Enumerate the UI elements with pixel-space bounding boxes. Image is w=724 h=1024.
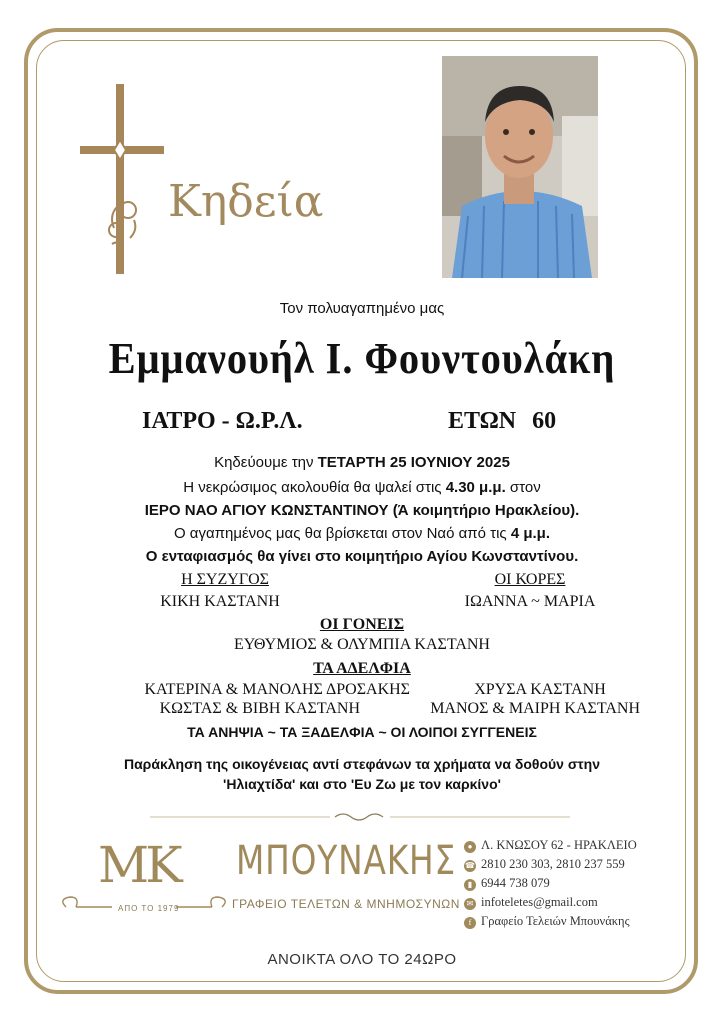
facebook [464,914,630,929]
portrait-photo [442,56,598,278]
mobile [464,876,550,891]
parents-heading: ΟΙ ΓΟΝΕΙΣ [319,616,405,633]
sibling-entry: ΚΩΣΤΑΣ & ΒΙΒΗ ΚΑΣΤΑΝΗ [159,700,360,717]
sibling-entry: ΜΑΝΟΣ & ΜΑΙΡΗ ΚΑΣΤΑΝΗ [430,700,640,717]
service-prefix: Η νεκρώσιμος ακολουθία θα ψαλεί στις [183,479,442,496]
intro-text: Τον πολυαγαπημένο μας [279,300,445,317]
phones [464,857,625,872]
other-relatives: ΤΑ ΑΝΗΨΙΑ ~ ΤΑ ΞΑΔΕΛΦΙΑ ~ ΟΙ ΛΟΙΠΟΙ ΣΥΓΓΕΝΕΙΣ [187,724,537,740]
church-presence-line [0,525,724,542]
family-request-line1: Παράκληση της οικογένειας αντί στεφάνων τα χρήματα να δοθούν στην [123,756,601,772]
brand-subtitle: ΓΡΑΦΕΙΟ ΤΕΛΕΤΩΝ & ΜΝΗΜΟΣΥΝΩΝ [232,897,460,911]
profession: ΙΑΤΡΟ - Ω.Ρ.Λ. [142,408,303,434]
brand-name: ΜΠΟΥΝΑΚΗΣ [236,838,457,884]
spouse-heading: Η ΣΥΖΥΓΟΣ [181,571,269,588]
sibling-entry: ΚΑΤΕΡΙΝΑ & ΜΑΝΟΛΗΣ ΔΡΟΣΑΚΗΣ [144,681,410,698]
service-time-line [0,479,724,496]
open-hours: ΑΝΟΙΚΤΑ ΟΛΟ ΤΟ 24ΩΡΟ [267,951,457,968]
logo-since: ΑΠΟ ΤΟ 1979 [118,904,180,913]
presence-prefix: Ο αγαπημένος μας θα βρίσκεται στον Ναό από τις [173,525,507,542]
funeral-date: ΤΕΤΑΡΤΗ 25 ΙΟΥΝΙΟΥ 2025 [317,454,510,471]
service-suffix: στον [509,479,541,496]
mobile-icon: ▮ [464,879,476,891]
ornament-divider [150,812,570,822]
burial-line: Ο ενταφιασμός θα γίνει στο κοιμητήριο Αγίου Κωνσταντίνου. [145,548,579,565]
email-text: infoteletes@gmail.com [481,895,598,909]
daughters-names: ΙΩΑΝΝΑ ~ ΜΑΡΙΑ [464,593,596,610]
sibling-entry: ΧΡΥΣΑ ΚΑΣΤΑΝΗ [474,681,606,698]
location-icon: ● [464,841,476,853]
facebook-icon: f [464,917,476,929]
family-request-line2: 'Ηλιαχτίδα' και στο 'Ευ Ζω με τον καρκίνο' [223,776,501,792]
page-title: Κηδεία [168,176,324,227]
cross-icon [76,84,176,274]
siblings-heading: ΤΑ ΑΔΕΛΦΙΑ [313,660,411,677]
funeral-date-line [0,454,724,471]
email-icon: ✉ [464,898,476,910]
deceased-name: Εμμανουήλ Ι. Φουντουλάκη [108,334,616,383]
funeral-date-prefix: Κηδεύουμε την [214,454,314,471]
parents-names: ΕΥΘΥΜΙΟΣ & ΟΛΥΜΠΙΑ ΚΑΣΤΑΝΗ [234,636,490,653]
church-line: ΙΕΡΟ ΝΑΟ ΑΓΙΟΥ ΚΩΝΣΤΑΝΤΙΝΟΥ (Ά κοιμητήριο Ηρακλείου). [144,502,580,519]
spouse-name: ΚΙΚΗ ΚΑΣΤΑΝΗ [160,593,280,610]
email [464,895,598,910]
mobile-text: 6944 738 079 [481,876,550,890]
phones-text: 2810 230 303, 2810 237 559 [481,857,625,871]
presence-time: 4 μ.μ. [510,525,551,542]
daughters-heading: ΟΙ ΚΟΡΕΣ [494,571,566,588]
age: ΕΤΩΝ 60 [448,408,557,434]
service-time: 4.30 μ.μ. [445,479,506,496]
address-text: Λ. ΚΝΩΣΟΥ 62 - ΗΡΑΚΛΕΙΟ [481,838,637,852]
address [464,838,637,853]
phone-icon: ☎ [465,861,475,870]
logo-letters: MK [98,836,179,894]
facebook-text: Γραφείο Τελειών Μπουνάκης [481,914,630,928]
